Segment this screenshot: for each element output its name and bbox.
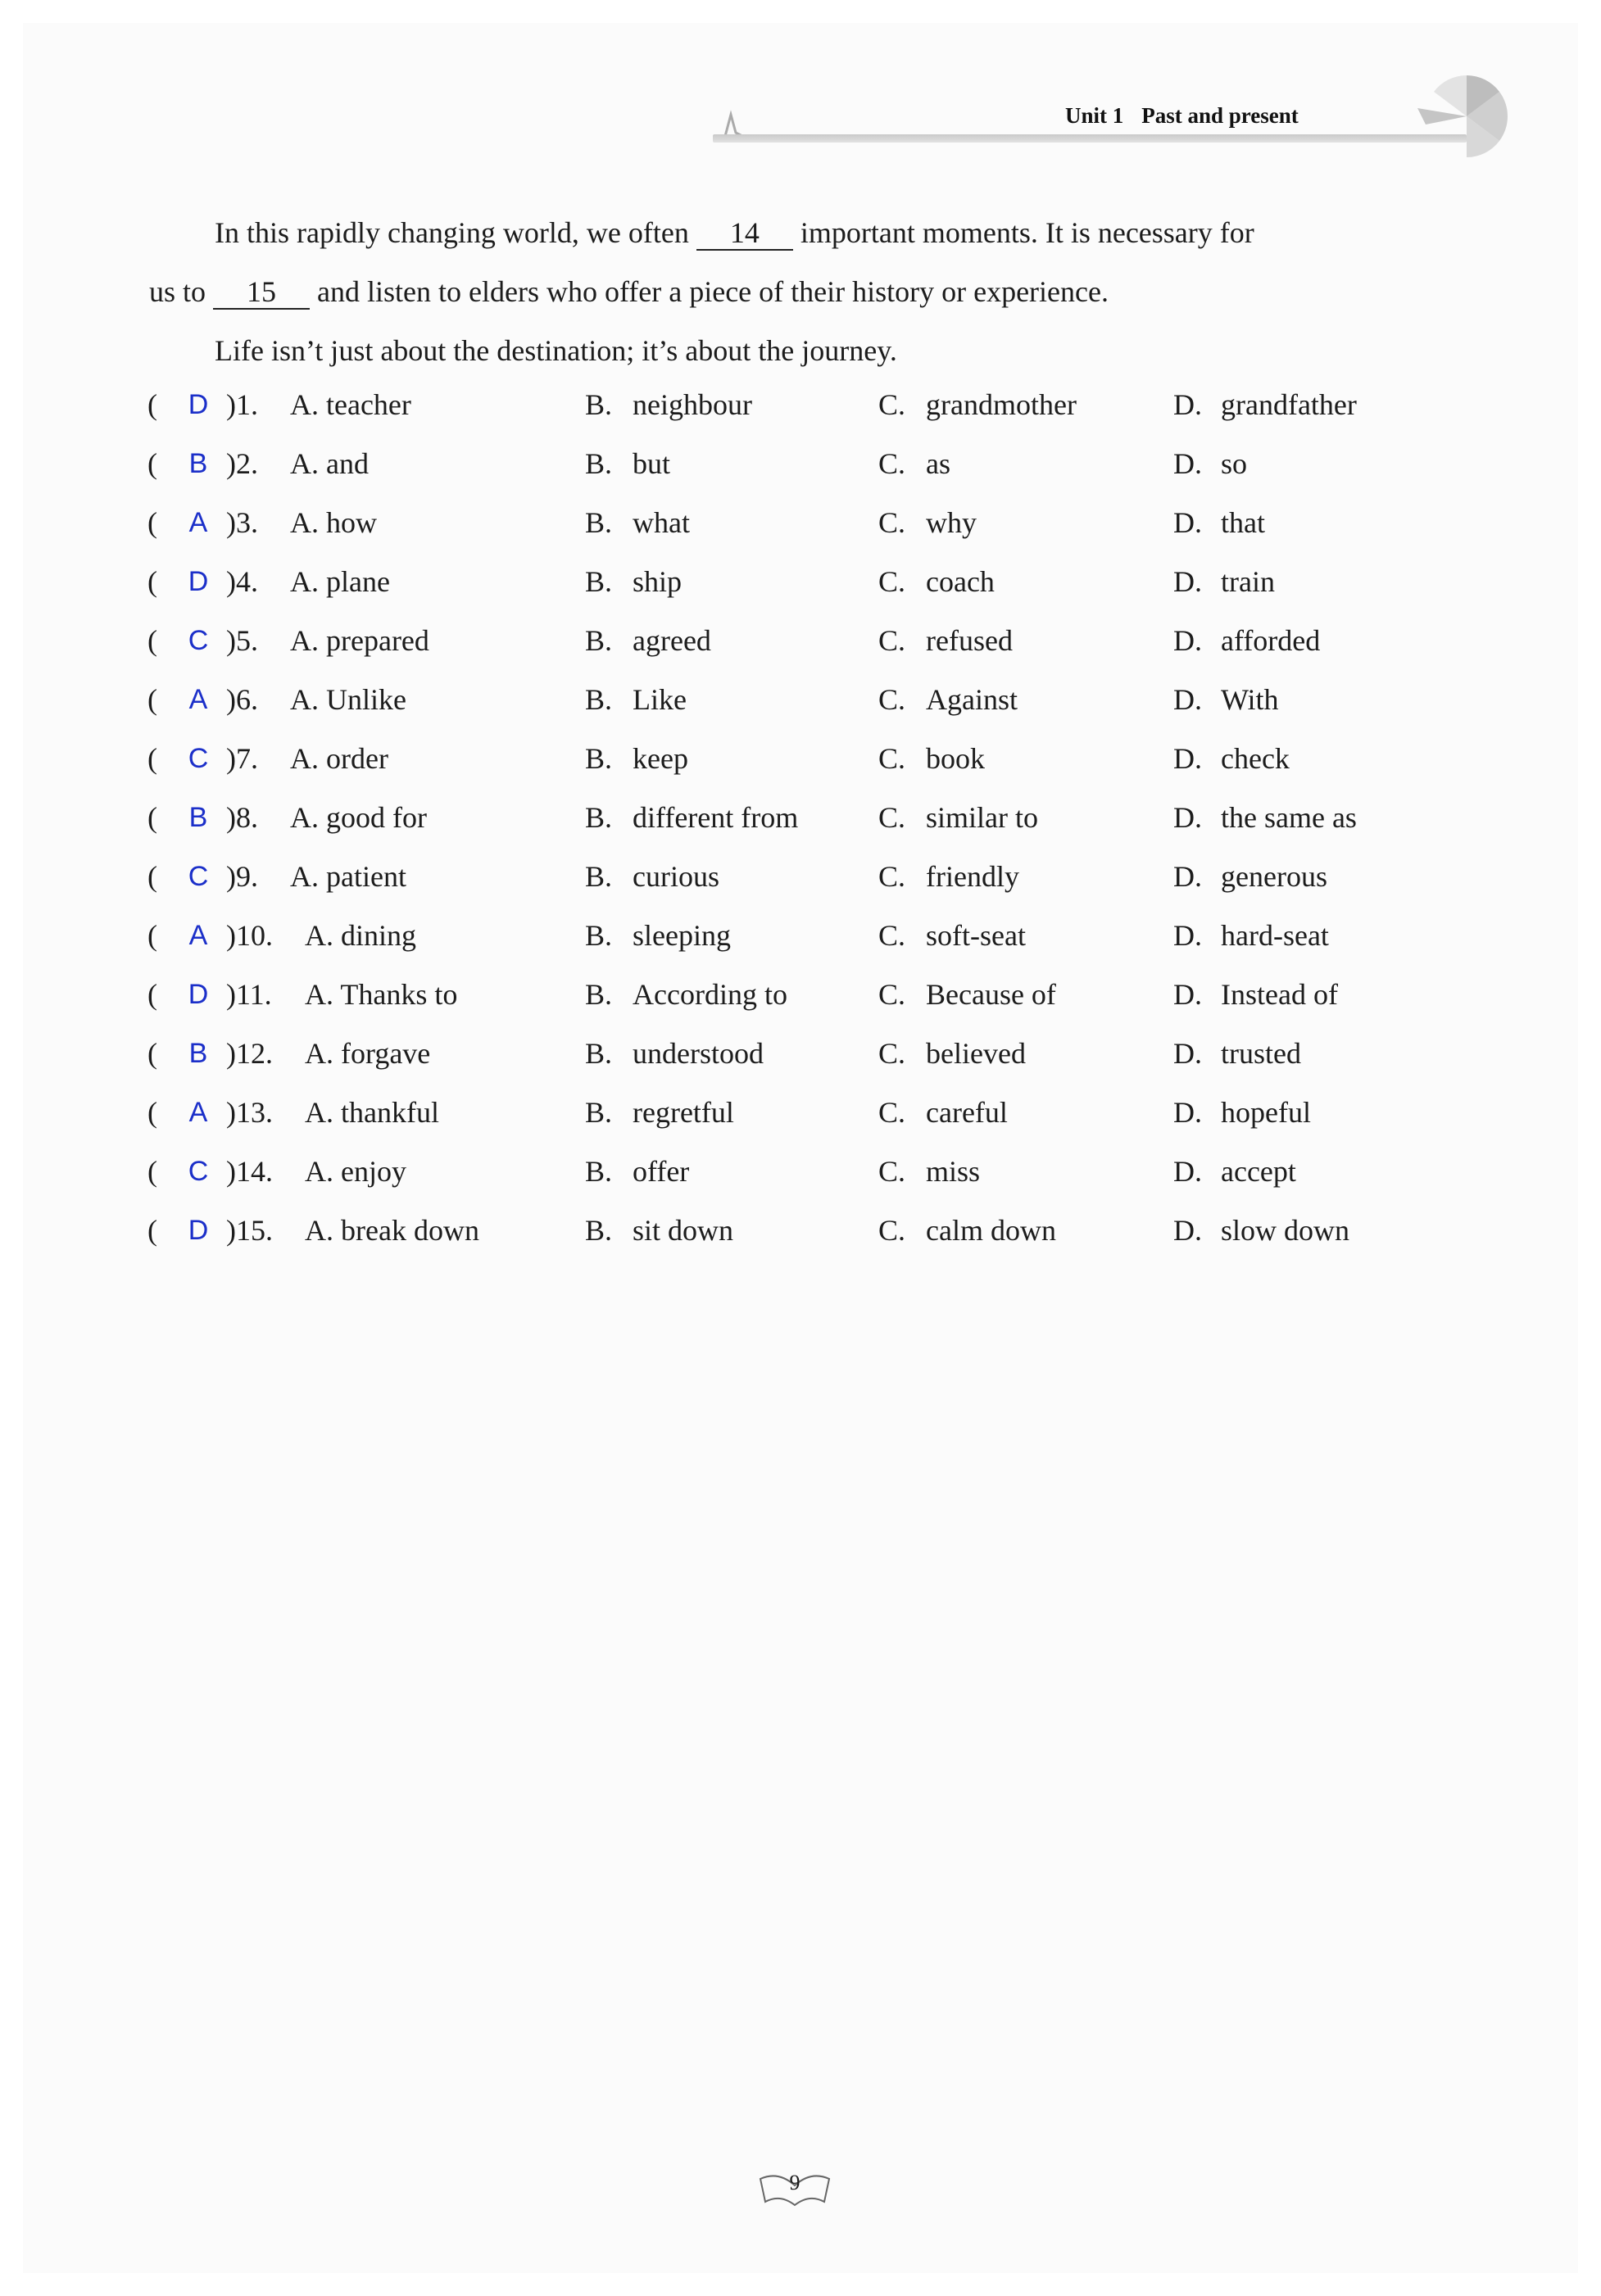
option-c: C. careful: [878, 1096, 1008, 1129]
answer-mark: A: [188, 1097, 208, 1128]
option-c: C. Against: [878, 683, 1018, 716]
answer-mark: C: [188, 625, 209, 656]
option-a: A. plane: [290, 565, 390, 598]
question-row: [147, 611, 1458, 670]
option-c: C. similar to: [878, 801, 1038, 834]
option-a: A. forgave: [305, 1037, 431, 1070]
option-b: B. Like: [585, 683, 687, 716]
option-c: C. why: [878, 506, 977, 539]
answer-mark: C: [188, 861, 209, 892]
answer-mark: C: [188, 1156, 209, 1187]
paren: (: [147, 1096, 157, 1129]
question-row: [147, 670, 1458, 729]
passage-line-1: [149, 203, 1460, 262]
question-row: [147, 906, 1458, 965]
option-b: B. According to: [585, 978, 787, 1011]
option-c: C. calm down: [878, 1214, 1056, 1247]
option-d: D. afforded: [1173, 624, 1321, 657]
option-a: A. good for: [290, 801, 427, 834]
option-d: D. Instead of: [1173, 978, 1338, 1011]
question-row: [147, 788, 1458, 847]
passage-line-2: [149, 262, 1460, 321]
option-b: B. what: [585, 506, 690, 539]
paren: (: [147, 1214, 157, 1247]
question-row: [147, 552, 1458, 611]
option-d: D. so: [1173, 447, 1248, 480]
passage-text: us to: [149, 275, 206, 308]
answer-mark: D: [188, 1215, 209, 1246]
answer-mark: D: [188, 389, 209, 420]
option-d: D. With: [1173, 683, 1279, 716]
question-row: [147, 1083, 1458, 1142]
fan-decoration-icon: [1417, 75, 1508, 157]
paren: (: [147, 742, 157, 775]
option-b: B. curious: [585, 860, 719, 893]
question-row: [147, 729, 1458, 788]
option-a: A. and: [290, 447, 369, 480]
blank-15: 15: [213, 275, 310, 310]
option-d: D. hopeful: [1173, 1096, 1311, 1129]
question-row: [147, 434, 1458, 493]
answer-mark: C: [188, 743, 209, 774]
question-row: [147, 1024, 1458, 1083]
answer-mark: B: [188, 1038, 208, 1069]
question-row: [147, 493, 1458, 552]
answer-mark: D: [188, 979, 209, 1010]
blank-14: 14: [696, 216, 793, 251]
question-number: )11.: [226, 978, 272, 1011]
paren: (: [147, 388, 157, 421]
option-d: D. train: [1173, 565, 1275, 598]
question-row: [147, 375, 1458, 434]
option-d: D. grandfather: [1173, 388, 1357, 421]
answer-list: [147, 375, 1458, 1260]
paren: (: [147, 506, 157, 539]
answer-mark: D: [188, 566, 209, 597]
option-c: C. book: [878, 742, 985, 775]
question-number: )12.: [226, 1037, 273, 1070]
option-c: C. coach: [878, 565, 995, 598]
answer-mark: A: [188, 507, 208, 538]
paren: (: [147, 978, 157, 1011]
question-number: )7.: [226, 742, 258, 775]
option-a: A. Thanks to: [305, 978, 458, 1011]
paren: (: [147, 565, 157, 598]
option-b: B. sleeping: [585, 919, 731, 952]
option-c: C. grandmother: [878, 388, 1077, 421]
option-b: B. ship: [585, 565, 683, 598]
option-b: B. sit down: [585, 1214, 734, 1247]
question-number: )3.: [226, 506, 258, 539]
page-header: [713, 75, 1508, 165]
passage: [149, 203, 1460, 380]
option-d: D. trusted: [1173, 1037, 1301, 1070]
question-number: )4.: [226, 565, 258, 598]
option-a: A. break down: [305, 1214, 479, 1247]
paren: (: [147, 624, 157, 657]
option-a: A. order: [290, 742, 388, 775]
option-c: C. soft-seat: [878, 919, 1026, 952]
option-b: B. but: [585, 447, 671, 480]
option-d: D. slow down: [1173, 1214, 1350, 1247]
question-row: [147, 965, 1458, 1024]
question-number: )13.: [226, 1096, 273, 1129]
option-d: D. that: [1173, 506, 1265, 539]
option-c: C. refused: [878, 624, 1013, 657]
paren: (: [147, 1037, 157, 1070]
paren: (: [147, 447, 157, 480]
option-d: D. the same as: [1173, 801, 1357, 834]
question-number: )5.: [226, 624, 258, 657]
option-a: A. thankful: [305, 1096, 439, 1129]
paren: (: [147, 860, 157, 893]
question-number: )15.: [226, 1214, 273, 1247]
option-c: C. as: [878, 447, 950, 480]
header-title: [1065, 103, 1299, 129]
paren: (: [147, 1155, 157, 1188]
option-a: A. how: [290, 506, 377, 539]
passage-text: and listen to elders who offer a piece of their history or experience.: [317, 275, 1109, 308]
question-number: )2.: [226, 447, 258, 480]
paren: (: [147, 801, 157, 834]
passage-line-3: Life isn’t just about the destination; it’s about the journey.: [215, 334, 897, 367]
option-a: A. prepared: [290, 624, 429, 657]
question-number: )8.: [226, 801, 258, 834]
answer-mark: A: [188, 920, 208, 951]
passage-text: In this rapidly changing world, we often: [215, 216, 689, 249]
question-number: )14.: [226, 1155, 273, 1188]
option-c: C. Because of: [878, 978, 1056, 1011]
option-b: B. keep: [585, 742, 688, 775]
question-row: [147, 1142, 1458, 1201]
option-b: B. offer: [585, 1155, 690, 1188]
option-d: D. generous: [1173, 860, 1327, 893]
option-c: C. believed: [878, 1037, 1026, 1070]
unit-label: Unit 1: [1065, 103, 1124, 128]
option-d: D. check: [1173, 742, 1290, 775]
paren: (: [147, 683, 157, 716]
page-footer: [754, 2162, 836, 2212]
question-row: [147, 847, 1458, 906]
option-b: B. neighbour: [585, 388, 752, 421]
question-number: )6.: [226, 683, 258, 716]
answer-mark: A: [188, 684, 208, 715]
question-number: )10.: [226, 919, 273, 952]
passage-text: important moments. It is necessary for: [800, 216, 1254, 249]
unit-title: Past and present: [1141, 103, 1299, 128]
option-b: B. agreed: [585, 624, 711, 657]
option-c: C. friendly: [878, 860, 1019, 893]
option-b: B. different from: [585, 801, 799, 834]
header-rule: [713, 134, 1467, 143]
option-b: B. regretful: [585, 1096, 734, 1129]
option-d: D. hard-seat: [1173, 919, 1329, 952]
option-b: B. understood: [585, 1037, 764, 1070]
option-d: D. accept: [1173, 1155, 1296, 1188]
question-number: )9.: [226, 860, 258, 893]
question-row: [147, 1201, 1458, 1260]
answer-mark: B: [188, 448, 208, 479]
answer-mark: B: [188, 802, 208, 833]
question-number: )1.: [226, 388, 258, 421]
paren: (: [147, 919, 157, 952]
option-a: A. patient: [290, 860, 406, 893]
option-a: A. Unlike: [290, 683, 406, 716]
page-number: 9: [789, 2171, 800, 2194]
option-a: A. teacher: [290, 388, 411, 421]
option-c: C. miss: [878, 1155, 981, 1188]
option-a: A. dining: [305, 919, 417, 952]
option-a: A. enjoy: [305, 1155, 406, 1188]
